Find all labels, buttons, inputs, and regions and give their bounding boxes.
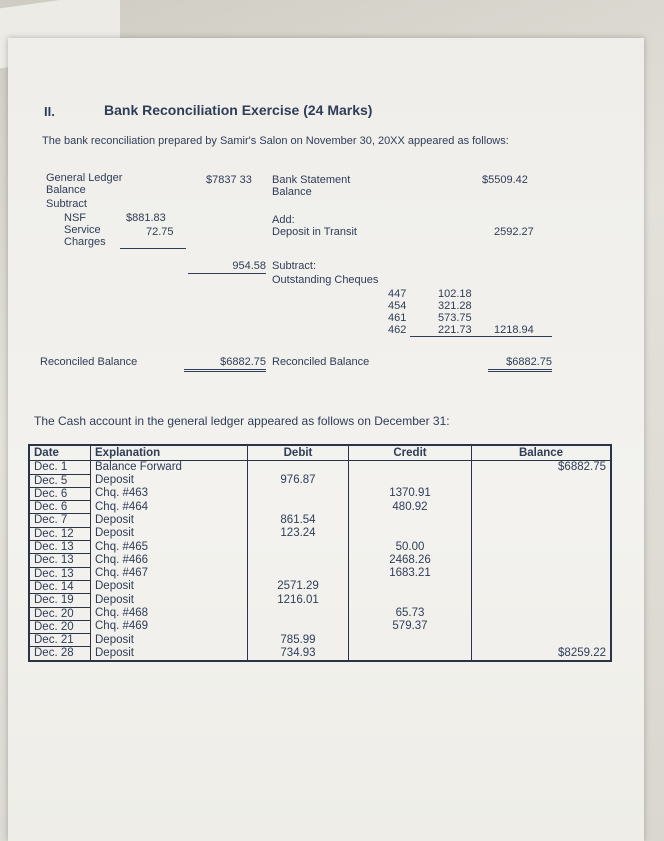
cell-explanation: Chq. #467 xyxy=(91,567,248,580)
cell-credit: 1683.21 xyxy=(349,567,472,580)
cell-debit xyxy=(248,541,349,554)
bank-label-2: Balance xyxy=(272,186,312,198)
cell-debit: 123.24 xyxy=(248,527,349,540)
cell-credit xyxy=(349,647,472,661)
cell-debit xyxy=(248,567,349,580)
col-credit: Credit xyxy=(349,445,472,461)
cell-date: Dec. 13 xyxy=(29,567,91,580)
add-label: Add: xyxy=(272,214,295,226)
table-row xyxy=(29,634,611,647)
table-row xyxy=(29,554,611,567)
bank-label: Bank Statement xyxy=(272,174,351,186)
cash-rows xyxy=(29,461,611,661)
bank-balance: $5509.42 xyxy=(482,174,528,186)
table-row xyxy=(29,527,611,540)
oc-amount: 221.73 xyxy=(438,324,472,336)
page-title: Bank Reconciliation Exercise (24 Marks) xyxy=(104,102,373,118)
cell-balance xyxy=(472,634,612,647)
oc-num: 454 xyxy=(388,300,407,312)
oc-num: 447 xyxy=(388,288,407,300)
oc-amount: 321.28 xyxy=(438,300,472,312)
cell-credit xyxy=(349,634,472,647)
cell-debit: 785.99 xyxy=(248,634,349,647)
dit-label: Deposit in Transit xyxy=(272,226,357,238)
table-row xyxy=(29,594,611,607)
cell-date: Dec. 13 xyxy=(29,554,91,567)
cash-caption: The Cash account in the general ledger appeared as follows on December 31: xyxy=(34,414,450,428)
cell-balance: $8259.22 xyxy=(558,646,606,659)
section-number: II. xyxy=(44,104,55,119)
cell-date: Dec. 6 xyxy=(29,487,91,500)
cell-balance xyxy=(472,527,612,540)
table-row xyxy=(29,514,611,527)
subtotal-rule xyxy=(120,248,186,249)
cell-balance xyxy=(472,620,612,633)
col-explanation: Explanation xyxy=(91,445,248,461)
cell-debit: 2571.29 xyxy=(248,580,349,593)
cell-explanation: Chq. #468 xyxy=(91,607,248,620)
cell-credit xyxy=(349,461,472,474)
intro-text: The bank reconciliation prepared by Samir's Salon on November 30, 20XX appeared as follows: xyxy=(42,135,509,147)
cell-explanation: Deposit xyxy=(91,527,248,540)
cell-explanation: Chq. #464 xyxy=(91,501,248,514)
cell-credit: 579.37 xyxy=(349,620,472,633)
cell-date: Dec. 20 xyxy=(29,620,91,633)
table-row xyxy=(29,501,611,514)
cell-balance xyxy=(472,607,612,620)
cell-explanation: Chq. #463 xyxy=(91,487,248,500)
cell-credit: 2468.26 xyxy=(349,554,472,567)
cell-credit: 1370.91 xyxy=(349,487,472,500)
table-row xyxy=(29,487,611,500)
cell-balance xyxy=(472,487,612,500)
col-debit: Debit xyxy=(248,445,349,461)
table-row xyxy=(29,620,611,633)
cash-account-table xyxy=(28,444,612,662)
reconciled-left: $6882.75 xyxy=(184,356,266,372)
cell-explanation: Deposit xyxy=(91,580,248,593)
nsf-amount: $881.83 xyxy=(126,212,166,224)
cell-date: Dec. 13 xyxy=(29,541,91,554)
cell-balance xyxy=(472,514,612,527)
service-amount: 72.75 xyxy=(146,226,174,238)
gl-label-2: Balance xyxy=(46,184,86,196)
subtract-label-2: Subtract: xyxy=(272,260,317,272)
cell-debit xyxy=(248,487,349,500)
worksheet-page xyxy=(8,38,644,841)
cell-balance xyxy=(472,474,612,487)
cell-balance xyxy=(472,594,612,607)
subtract-total: 954.58 xyxy=(188,260,266,274)
cell-date: Dec. 12 xyxy=(29,527,91,540)
cell-credit xyxy=(349,474,472,487)
cell-credit xyxy=(349,594,472,607)
cell-debit: 1216.01 xyxy=(248,594,349,607)
table-row xyxy=(29,607,611,620)
col-date: Date xyxy=(29,445,91,461)
dit-amount: 2592.27 xyxy=(494,226,534,238)
cell-date: Dec. 7 xyxy=(29,514,91,527)
cell-date: Dec. 14 xyxy=(29,580,91,593)
cell-date: Dec. 20 xyxy=(29,607,91,620)
cell-debit xyxy=(248,554,349,567)
cell-debit xyxy=(248,501,349,514)
cell-explanation: Chq. #466 xyxy=(91,554,248,567)
cell-explanation: Deposit xyxy=(91,474,248,487)
oc-amount: 573.75 xyxy=(438,312,472,324)
cell-date: Dec. 6 xyxy=(29,501,91,514)
cell-debit xyxy=(248,620,349,633)
cell-balance xyxy=(472,567,612,580)
table-header-row xyxy=(29,445,611,461)
nsf-label: NSF xyxy=(64,212,86,224)
cell-debit: 861.54 xyxy=(248,514,349,527)
cell-balance: $6882.75 xyxy=(558,461,606,474)
cell-credit: 65.73 xyxy=(349,607,472,620)
oc-label: Outstanding Cheques xyxy=(272,274,379,286)
gl-balance: $7837 33 xyxy=(206,174,252,186)
cell-debit: 734.93 xyxy=(248,647,349,661)
table-row xyxy=(29,580,611,593)
cell-date: Dec. 1 xyxy=(29,461,91,474)
oc-num: 462 xyxy=(388,324,407,336)
table-row xyxy=(29,541,611,554)
cell-date: Dec. 28 xyxy=(29,647,91,661)
reconciled-label-left: Reconciled Balance xyxy=(40,356,138,368)
cell-balance xyxy=(472,541,612,554)
table-row xyxy=(29,567,611,580)
table-row xyxy=(29,647,611,661)
cell-explanation: Deposit xyxy=(91,594,248,607)
charges-label: Charges xyxy=(64,236,106,248)
cell-balance xyxy=(472,554,612,567)
cell-credit: 480.92 xyxy=(349,501,472,514)
oc-num: 461 xyxy=(388,312,407,324)
cell-explanation: Chq. #465 xyxy=(91,541,248,554)
service-label: Service xyxy=(64,224,101,236)
cell-credit xyxy=(349,580,472,593)
subtract-label: Subtract xyxy=(46,198,87,210)
reconciled-right: $6882.75 xyxy=(488,356,552,372)
cell-explanation: Deposit xyxy=(91,634,248,647)
cell-date: Dec. 21 xyxy=(29,634,91,647)
cell-explanation: Deposit xyxy=(91,514,248,527)
cell-debit xyxy=(248,461,349,474)
cell-balance xyxy=(472,580,612,593)
oc-rule xyxy=(410,336,552,337)
cell-credit xyxy=(349,527,472,540)
cell-explanation: Chq. #469 xyxy=(91,620,248,633)
oc-total: 1218.94 xyxy=(494,324,534,336)
cell-balance xyxy=(472,501,612,514)
table-row xyxy=(29,474,611,487)
cell-explanation: Deposit xyxy=(91,647,248,661)
cell-debit xyxy=(248,607,349,620)
cell-credit xyxy=(349,514,472,527)
cell-date: Dec. 19 xyxy=(29,594,91,607)
oc-amount: 102.18 xyxy=(438,288,472,300)
cell-credit: 50.00 xyxy=(349,541,472,554)
cell-debit: 976.87 xyxy=(248,474,349,487)
cell-explanation: Balance Forward xyxy=(91,461,248,474)
cell-date: Dec. 5 xyxy=(29,474,91,487)
gl-label: General Ledger xyxy=(46,172,123,184)
reconciled-label-right: Reconciled Balance xyxy=(272,356,370,368)
table-row xyxy=(29,461,611,474)
col-balance: Balance xyxy=(472,445,612,461)
